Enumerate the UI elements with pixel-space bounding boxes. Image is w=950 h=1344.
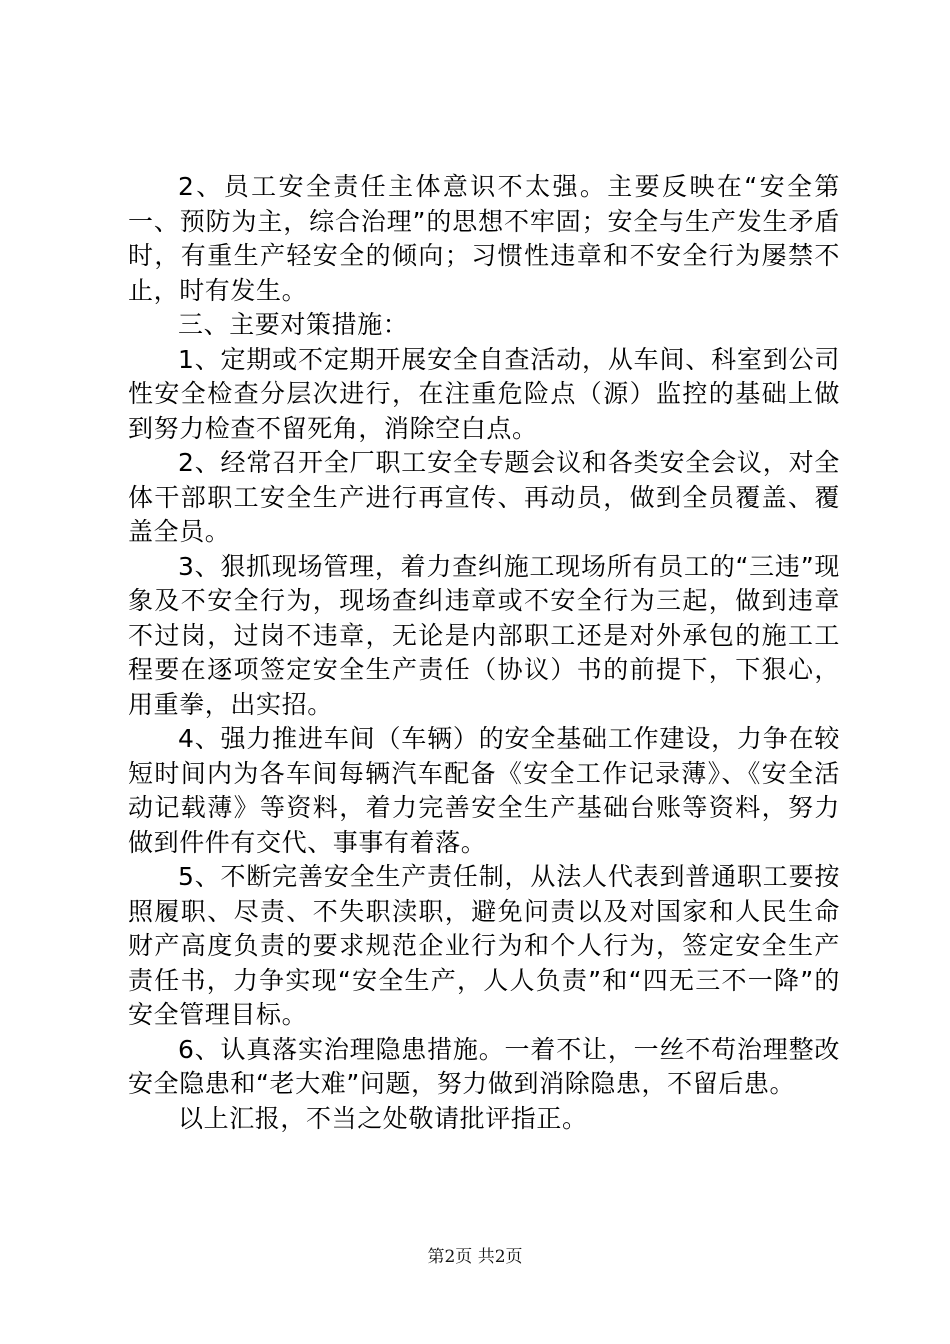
paragraph-measure-2: 2、经常召开全厂职工安全专题会议和各类安全会议，对全体干部职工安全生产进行再宣传、再动员，做到全员覆盖、覆盖全员。 xyxy=(128,448,840,546)
page-number-footer: 第2页 共2页 xyxy=(427,1247,523,1267)
paragraph-problem-2: 2、员工安全责任主体意识不太强。主要反映在“安全第一、预防为主，综合治理”的思想不牢固；安全与生产发生矛盾时，有重生产轻安全的倾向；习惯性违章和不安全行为屡禁不止，时有发生。 xyxy=(128,172,840,305)
paragraph-measure-5: 5、不断完善安全生产责任制，从法人代表到普通职工要按照履职、尽责、不失职渎职，避免问责以及对国家和人民生命财产高度负责的要求规范企业行为和个人行为，签定安全生产责任书，力争实现“安全生产，人人负责”和“四无三不一降”的安全管理目标。 xyxy=(128,862,840,1029)
section-heading-countermeasures: 三、主要对策措施： xyxy=(178,310,409,339)
paragraph-measure-3: 3、狠抓现场管理，着力查纠施工现场所有员工的“三违”现象及不安全行为，现场查纠违章或不安全行为三起，做到违章不过岗，过岗不违章，无论是内部职工还是对外承包的施工工程要在逐项签定安全生产责任（协议）书的前提下，下狠心，用重拳，出实招。 xyxy=(128,551,840,719)
paragraph-measure-1: 1、定期或不定期开展安全自查活动，从车间、科室到公司性安全检查分层次进行，在注重危险点（源）监控的基础上做到努力检查不留死角，消除空白点。 xyxy=(128,344,840,443)
paragraph-closing: 以上汇报，不当之处敬请批评指正。 xyxy=(178,1103,588,1133)
document-body xyxy=(128,170,840,1136)
paragraph-measure-4: 4、强力推进车间（车辆）的安全基础工作建设，力争在较短时间内为各车间每辆汽车配备《安全工作记录薄》、《安全活动记载薄》等资料，着力完善安全生产基础台账等资料，努力做到件件有交代、事事有着落。 xyxy=(128,724,840,857)
paragraph-measure-6: 6、认真落实治理隐患措施。一着不让，一丝不苟治理整改安全隐患和“老大难”问题，努力做到消除隐患，不留后患。 xyxy=(128,1034,840,1098)
